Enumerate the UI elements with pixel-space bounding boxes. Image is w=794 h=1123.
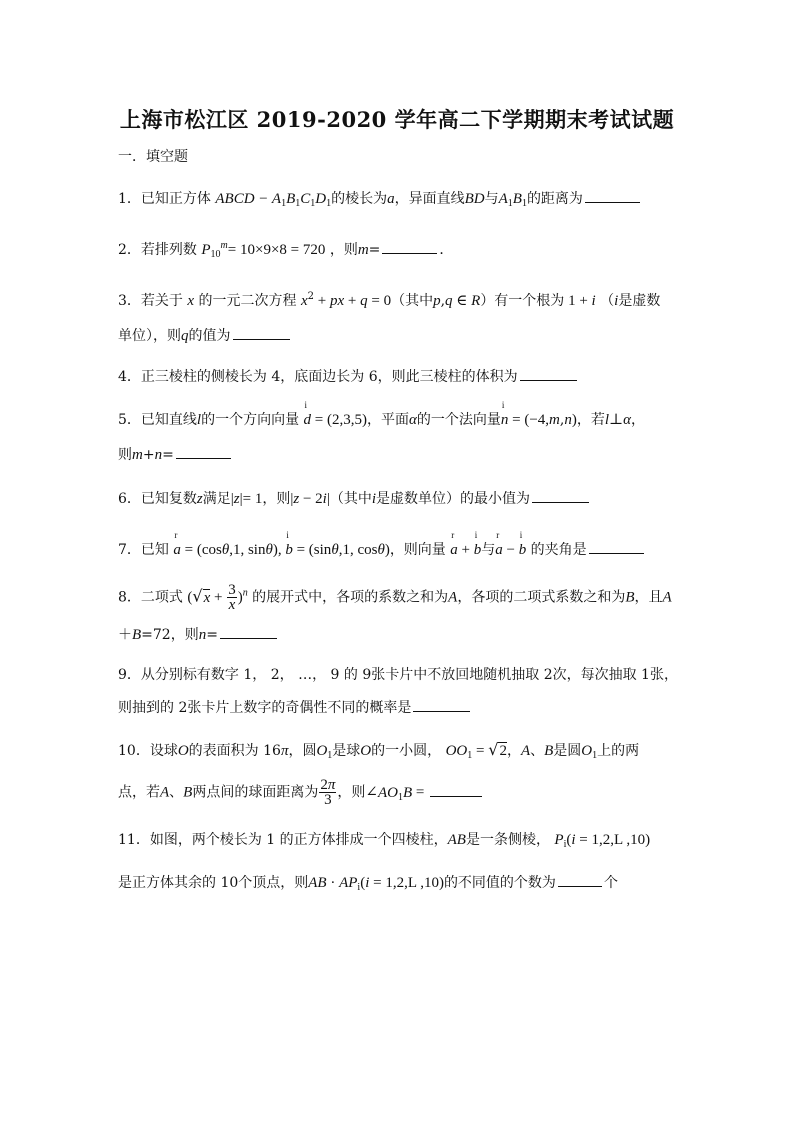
question-5-line-2: 则m+n= [118, 444, 233, 464]
answer-blank [430, 784, 482, 797]
answer-blank [413, 699, 470, 712]
answer-blank [220, 626, 277, 639]
question-9-line-2: 则抽到的 2张卡片上数字的奇偶性不同的概率是 [118, 697, 472, 717]
answer-blank [585, 190, 640, 203]
answer-blank [558, 874, 602, 887]
answer-blank [176, 446, 231, 459]
answer-blank [532, 490, 589, 503]
question-3-line-2: 单位），则q的值为 [118, 325, 292, 345]
question-3: 3．若关于 x 的一元二次方程 $x^2$ + px + q = 0（其中p,q ∈ R）有一个根为 1 + i （i是虚数 [118, 291, 661, 309]
answer-blank [589, 541, 644, 554]
question-4: 4．正三棱柱的侧棱长为 4，底面边长为 6，则此三棱柱的体积为 [118, 366, 579, 386]
question-11-line-2: 是正方体其余的 10个顶点，则AB · $AP_i(i = 1,2,L$ ,10)的不同值的个数为 个 [118, 875, 618, 893]
answer-blank [233, 327, 290, 340]
question-8: 8．二项式 (√x + $\frac{3}{x}$ )$^n$ 的展开式中，各项的系数之和为A，各项的二项式系数之和为B，且A [118, 582, 672, 613]
section-heading: 一．填空题 [118, 149, 188, 165]
question-11: 11．如图，两个棱长为 1 的正方体排成一个四棱柱，AB是一条侧棱， $P_i(i = 1,2,L$ ,10) [118, 832, 651, 850]
question-2: 2．若排列数 $P_{10}^m= 10\times 9\times 8 = 720$ ，则m= ． [118, 240, 454, 260]
question-6: 6．已知复数z满足|z|= 1，则|z − 2i|（其中i是虚数单位）的最小值为 [118, 488, 591, 508]
question-10: 10．设球O的表面积为 16π，圆$O_1$是球O的一小圆， $OO_1 = √2$，A、B是圆$O_1$上的两 [118, 740, 640, 761]
question-8-line-2: ＋B=72，则n= [118, 624, 279, 644]
question-9: 9．从分别标有数字 1， 2， …， 9 的 9张卡片中不放回地随机抽取 2次，每次抽取 1张， [118, 667, 678, 683]
question-5: 5．已知直线l的一个方向向量 i d = (2,3,5)，平面α的一个法向量i n = (−4,m,n)，若l⊥α， [118, 409, 645, 429]
page-title: 上海市松江区 2019-2020 学年高二下学期期末考试试题 [119, 107, 675, 132]
question-10-line-2: 点，若A、B两点间的球面距离为 $\frac{2\pi}{3}$ ，则$\angle AO_1B$ = [118, 778, 484, 807]
question-1: 1．已知正方体 ABCD − $A_1B_1C_1D_1$的棱长为a，异面直线BD与$A_1B_1$的距离为 [118, 188, 642, 209]
answer-blank [520, 368, 577, 381]
question-7: 7．已知 r a = (cosθ,1, sinθ), i b = (sinθ,1, cosθ)，则向量 r a + i b与r a − i b 的夹角是 [118, 539, 646, 559]
answer-blank [382, 241, 437, 254]
